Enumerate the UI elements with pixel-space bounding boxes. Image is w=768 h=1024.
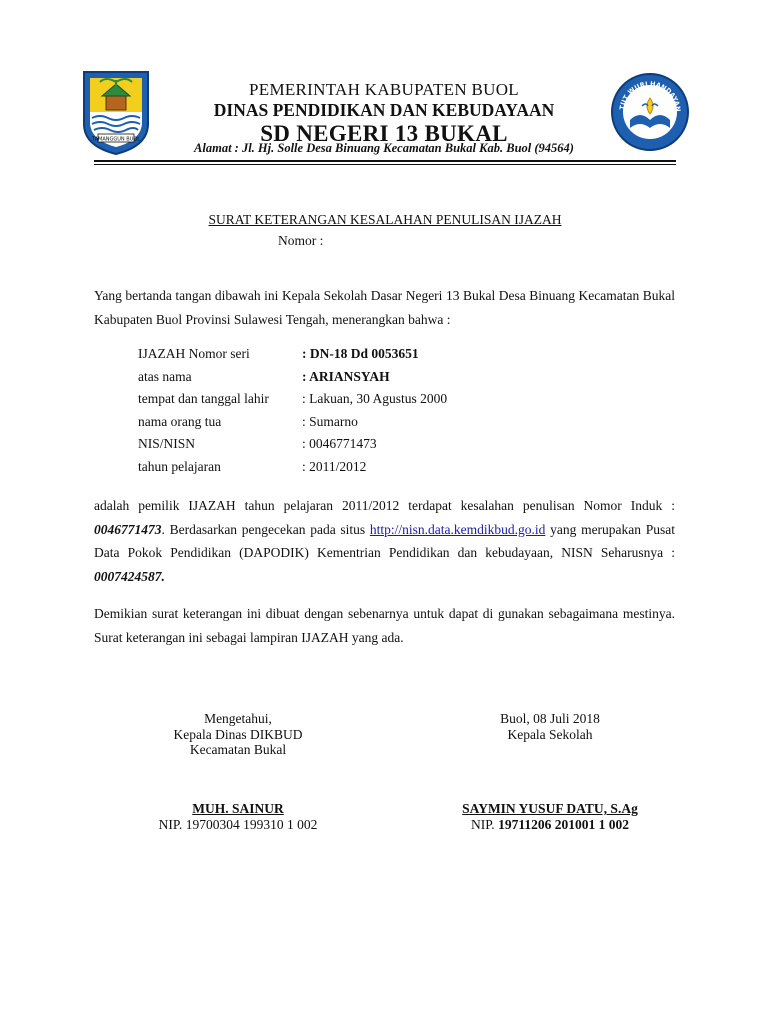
letter-title: SURAT KETERANGAN KESALAHAN PENULISAN IJAZAH: [208, 212, 562, 227]
wrong-nisn: 0046771473: [94, 521, 162, 537]
signature-block-right: Buol, 08 Juli 2018 Kepala Sekolah: [500, 711, 600, 742]
identity-label: nama orang tua: [138, 413, 222, 429]
statement-paragraph: adalah pemilik IJAZAH tahun pelajaran 2011/2012 terdapat kesalahan penulisan Nomor Induk : 0046771473. Berdasarkan pengecekan pada situs http://nisn.data.kemdikbud.go.id yang merupakan Pusat Data Pokok Pendidikan (DAPODIK) Kementrian Pendidikan dan kebudayaan, NISN Seharusnya : 0007424587.: [94, 498, 676, 584]
identity-value: : ARIANSYAH: [302, 368, 390, 384]
letterhead: [150, 80, 618, 148]
identity-label: atas nama: [138, 368, 192, 384]
kabupaten-buol-crest-icon: [76, 68, 156, 156]
nip-left: NIP. 19700304 199310 1 002: [158, 817, 318, 832]
letter-number: Nomor :: [278, 233, 324, 248]
identity-value: : DN-18 Dd 0053651: [302, 346, 419, 361]
identity-label: tempat dan tanggal lahir: [138, 391, 269, 406]
identity-value: : Sumarno: [302, 413, 358, 429]
school-address: Alamat : Jl. Hj. Solle Desa Binuang Kecamatan Bukal Kab. Buol (94564): [194, 141, 574, 155]
identity-value: : 0046771473: [302, 436, 377, 451]
school-name: SD NEGERI 13 BUKAL: [260, 121, 508, 146]
letterhead-thick-rule: [94, 160, 676, 162]
crest-caption: TAMANGGUN BUOL: [91, 136, 141, 143]
nisn-website-link[interactable]: http://nisn.data.kemdikbud.go.id: [369, 521, 546, 537]
correct-nisn: 0007424587.: [94, 568, 165, 584]
nip-right: NIP. 19711206 201001 1 002: [471, 817, 629, 832]
signature-block-left: Mengetahui, Kepala Dinas DIKBUD Kecamatan Bukal: [173, 711, 303, 757]
intro-paragraph: Yang bertanda tangan dibawah ini Kepala Sekolah Dasar Negeri 13 Bukal Desa Binuang Kecamatan Bukal Kabupaten Buol Provinsi Sulawesi Tengah, menerangkan bahwa :: [94, 288, 675, 327]
signatory-name-left: MUH. SAINUR: [192, 801, 284, 816]
identity-value: : 2011/2012: [302, 458, 367, 474]
letterhead-thin-rule: [94, 164, 676, 165]
logo-motto: TUT WURI HANDAYAN: [618, 79, 683, 113]
signatory-name-right: SAYMIN YUSUF DATU, S.Ag: [462, 801, 638, 816]
closing-paragraph: Demikian surat keterangan ini dibuat dengan sebenarnya untuk dapat di gunakan sebagaimana mestinya. Surat keterangan ini sebagai lampiran IJAZAH yang ada.: [94, 606, 675, 645]
identity-label: tahun pelajaran: [138, 458, 221, 474]
government-name: PEMERINTAH KABUPATEN BUOL: [249, 80, 519, 99]
identity-value: : Lakuan, 30 Agustus 2000: [302, 391, 448, 406]
department-name: DINAS PENDIDIKAN DAN KEBUDAYAAN: [213, 100, 555, 120]
identity-label: IJAZAH Nomor seri: [138, 346, 250, 361]
identity-label: NIS/NISN: [138, 436, 196, 451]
